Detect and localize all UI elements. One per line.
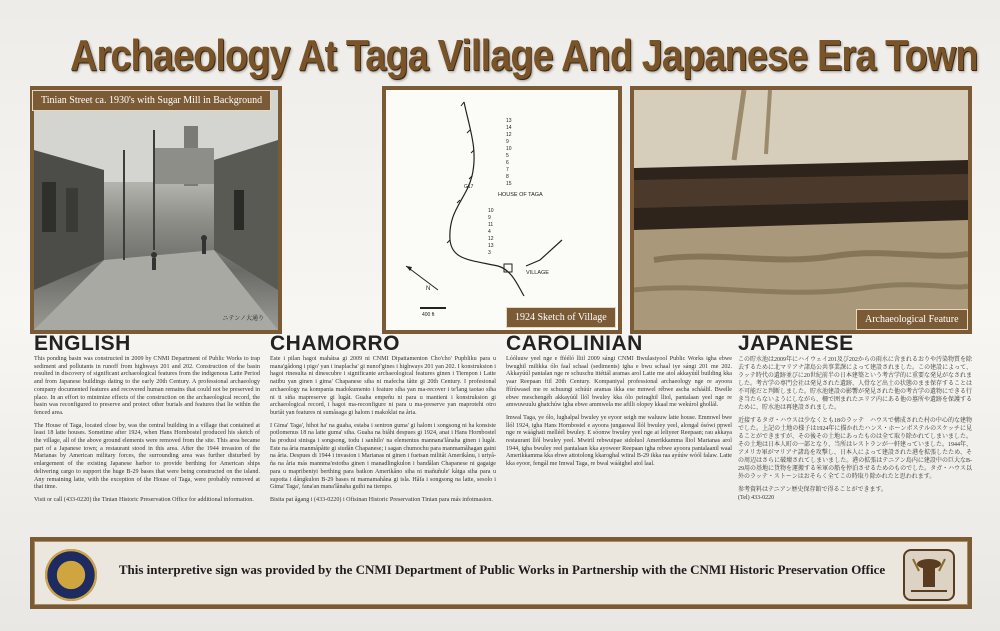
footer-inner: [34, 541, 968, 605]
feature-photo-frame: [630, 86, 972, 334]
sketch-number: 14: [506, 125, 512, 131]
feature-photo: [634, 90, 968, 330]
excavation-illustration: [634, 90, 968, 330]
japanese-paragraph-3: 参考資料はテニアン歴史保存館で得ることができます。 (Tel) 433-0220: [738, 487, 888, 501]
japanese-paragraph-2: 近接するタガ・ハウスは少なくとも18のラッテ ハウスで構成された村の中心的な建物でした。上記の土地の様子は1924年に描かれたハンス・ホーンボステルのスケッチに見ることができますが、その後その土地にあったものは全て取り除かれてしまいました。その土地は日本人町の一部となり、当所はレストランが一軒建っていました。1944年、アメリカ軍がマリアナ諸島を攻撃し、日本人によって建設された港を拡張したため、その周辺はさらに破壊されてしまいました。港の拡張はテニアン島内に建設中の巨大なB-29用の基地に貨物を運搬する米軍の船を停泊させるためのものでした。タガ・ハウス以外のラッテ・ストーンはおそらく全てこの時取り除かれたと思われます。: [738, 418, 972, 480]
carolinian-paragraph-1: Lóóluuw yeel nge e ffééló lliil 2009 sángi CNMI Bwulasiyool Public Works igha ebwe bwughil milikka ólo faal schaal (sediments) igha e bwu schaal iye sángi 201 me 202. Akkayúúl pantalan nge re schuschu ittéttál aramas arol Latte me atol akkayúúl building kka yaar Reepaan fiil 20th Century. Kompaniyal professional archaeology nge re ayoora ffírúwasel me re schuungi schúúr aramas ikka ese mmwel rébwe ascha scháálil. Bwelle ebwe meschengéh akkayúúl llól bwuley kka ólo peiraghil lliol, pantalaan yeel nge re amwuwuulu ghatchúw igha ebwe ammwela me afilli olopey kkaal me wekúrol ghollál.: [506, 356, 732, 409]
sketch-caption: 1924 Sketch of Village: [506, 307, 616, 328]
chamorro-column: [270, 356, 496, 510]
feature-caption: Archaeological Feature: [856, 309, 968, 330]
sketch-number: 5: [506, 153, 509, 159]
sketch-number: 15: [506, 181, 512, 187]
street-photo-frame: [30, 86, 282, 334]
sketch-number: 3: [488, 250, 491, 256]
english-heading: ENGLISH: [34, 332, 131, 355]
sketch-number: 11: [488, 222, 494, 228]
footer-banner: [30, 537, 972, 609]
village-sketch: [386, 90, 618, 330]
english-paragraph-3: Visit or call (433-0220) the Tinian Historic Preservation Office for additional information.: [34, 496, 254, 503]
sign-title: Archaeology At Taga Village And Japanese Era Town: [70, 31, 978, 80]
sketch-number: 10: [506, 146, 512, 152]
street-photo-inscription: ニテンノ大通り: [222, 316, 264, 322]
street-photo-caption: Tinian Street ca. 1930's with Sugar Mill in Background: [32, 90, 271, 111]
chamorro-paragraph-2: I Gima' Taga', hihot ha' na guaha, estaba i sentron guma' gi halom i songsong ni ha konsiste potlomenus 18 na latte guma' siha. Guaha na biåhi despues gi 1924, anai i Hans Hornbostel ha produsi sinisga i songsong, todu i sanhilo' na elementus mannana'lånaha ginen i lugåt. Este na åria manmåpåtte gi siudån Chapanese; i sagan chumochu para manmamåhagan gaini na åria. Despues di 1944 i invasion i Marianas ni ginen i fuetsan militåt Amerikånu, i uriyå-ña na åria más mannma'estotba ginen i manadlingkulon i bandålan Chapanese ni gagaige para u mapribeniyi berthing para batkon Amerikåno siha ni mañuñule' kåtga siha para u supotta i dångkulon B-29 bases ni mamamahåna gi isla. Håfa i songsong na latte, sesolo i Gima' Taga', fana'an mana'lånaha guihi na tiempo.: [270, 422, 496, 491]
carolinian-column: [506, 356, 732, 474]
sketch-village-label: VILLAGE: [526, 270, 549, 276]
english-paragraph-2: The House of Taga, located close by, was the central building in a village that contained at least 18 latte houses. Sometime after 1924, when Hans Hornbostel produced his sketch of the village, all of the above ground elements were removed from the site. This area became part of a Japanese town; a restaurant stood in this area. After the 1944 invasion of the Marianas by American military forces, the surrounding area was further disturbed by enlargement of the existing Japanese harbor to provide berthing for American ships delivering cargo to support the huge B-29 bases that were being constructed on the island. Any remaining latte, with the exception of the House of Taga, were probably removed at that time.: [34, 422, 260, 491]
street-photo: [34, 90, 278, 330]
historic-preservation-seal-icon: [903, 549, 955, 601]
north-arrow-label: N: [426, 286, 431, 292]
sketch-number: 10: [488, 208, 494, 214]
sketch-number: 13: [506, 118, 512, 124]
sketch-upper-numbers: [506, 118, 512, 188]
sketch-number: 9: [488, 215, 491, 221]
sketch-number: 12: [506, 132, 512, 138]
sketch-number: 6: [506, 160, 509, 166]
footer-credit-text: This interpretive sign was provided by the CNMI Department of Public Works in Partnership with the CNMI Historic Preservation Office: [118, 562, 886, 577]
japanese-paragraph-1: この貯水池は2009年にハイウェイ201及び202からの雨水に含まれるおりや汚染物質を除去するために北マリアナ諸島公共事業課によって建設されました。この建設によって、ラッテ時代の遺跡並びに20世紀前半の日本建築という考古学的に重要な発見がなされました。考古学の専門会社は発見された遺跡、人骨など出土の状態のまま保存することは不可能だと判断しました。貯水池建設の影響が発見された他の考古学の遺物にできる行き当たらないようにしながら、柵で囲まれたエリア内にある他の墓所や遺跡を保護するために、貯水池は再建設されました。: [738, 357, 973, 411]
sketch-lower-numbers: [488, 208, 494, 257]
sketch-left-number: G17: [464, 184, 474, 190]
sketch-number: 8: [506, 174, 509, 180]
sketch-scale-label: 400 ft: [422, 312, 435, 318]
carolinian-heading: CAROLINIAN: [506, 332, 643, 355]
sketch-map-drawing: [386, 90, 618, 330]
sketch-house-label: HOUSE OF TAGA: [498, 192, 543, 198]
english-column: [34, 356, 260, 510]
sketch-number: 9: [506, 139, 509, 145]
sketch-frame: [382, 86, 622, 334]
sketch-number: 7: [506, 167, 509, 173]
street-scene-illustration: [34, 90, 278, 330]
english-paragraph-1: This ponding basin was constructed in 2009 by CNMI Department of Public Works to trap sediment and pollutants in runoff from highways 201 and 202. Construction of the basin resulted in discovery of significant archaeological features from the indigenous Latte Period and from Japanese buildings dating to the early 20th Century. A professional archaeology company documented features and recovered human remains that could not be preserved in place. In an effort to minimize effects of the construction on the archaeological record, the basin was reconfigured to preserve and protect other burials and features that lie within the fenced area.: [34, 356, 260, 416]
japanese-heading: JAPANESE: [738, 332, 854, 355]
sketch-number: 13: [488, 243, 494, 249]
japanese-column: [738, 356, 972, 507]
carolinian-paragraph-2: Imwal Taga, ye ólo, lughalpal bwuley ye eyoor seigh me waluuw latte house. Emmwel bwe llól 1924, igha Hans Hornbostel e ayoora jungaswal llól bwuley yeel, alongal ósówi ppwel nge re wáághati melléél bwuley. E sóomw bwuley yeel nge ai leliyeer Reepaan; rau akkaya restaurant llól bwuley yeel. Mwiril rebwuipae sidoluol Amerikkamma lliol Marianas arol 1944, igha bwuley reel pantalaan kka ayoweer Reepaan igha rebwe ayoora pantalaanil waal Amerikkamma kka ebwe attotolong kkaroghal wiiral B-29 ikka raa ayúúw wóól falaw. Latte kka eyoor, fengál me Imwal Taga, re bwal wááighel atol laal.: [506, 414, 732, 468]
chamorro-paragraph-1: Este i pilan hagoi mahátsa gi 2009 ni CNMI Dipattamenton Cho'cho' Pupbliku para u mana'gådong i pigo' yan i inaplacha' gi nunof'gines i highways 201 yan 202. I konstruksion i hagoi rinesulta ni dinescubre i significante archaeological features ginen i Tiempon i Latte natibu yan ginen i gima' Chapanese siha ni mafecha tåtte gi 20th Century. I profesional archaeology na kompania madokumento i feature siha yan ma-recover i te'lang taotao siha ni ti siña mapreserve gi lugåt. Guaha empeñu ni para u mantieni i konstruksion gi archaeological record, i hagoi ma-reconfigure ni para u ma-preserve yan maprotehi otro buriåt yan features ni sumåsaga gi halom i makoklat na åria.: [270, 356, 496, 416]
chamorro-heading: CHAMORRO: [270, 332, 400, 355]
chamorro-paragraph-3: Bisita pat ågang i (433-0220) i Ofisinan Historic Preservation Tinian para más infotmasion.: [270, 496, 493, 503]
public-works-seal-icon: [45, 549, 97, 601]
sketch-number: 12: [488, 236, 494, 242]
sketch-number: 4: [488, 229, 491, 235]
